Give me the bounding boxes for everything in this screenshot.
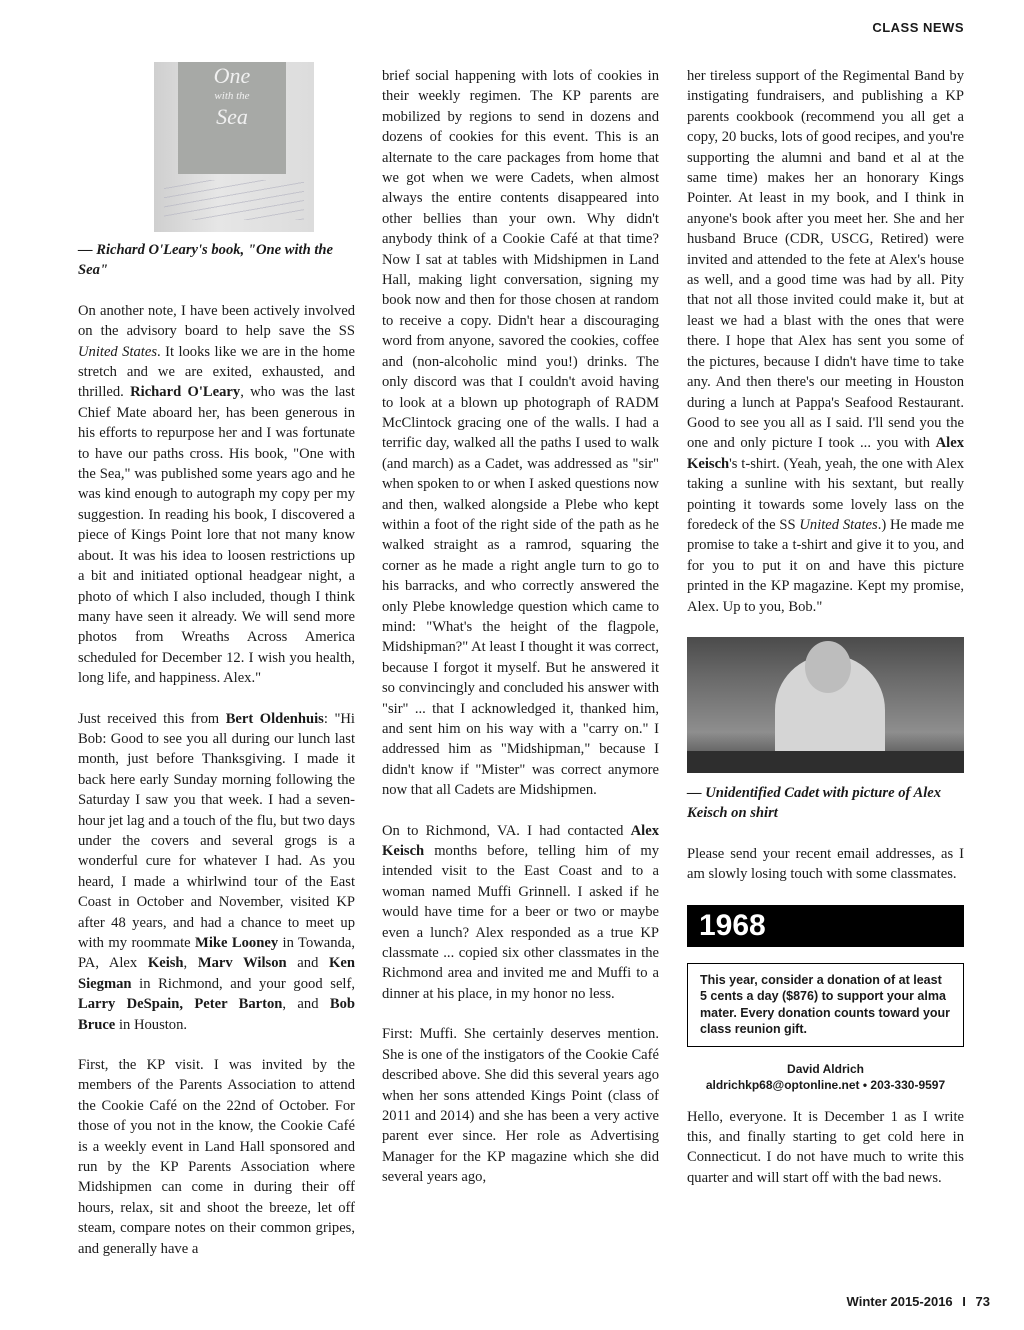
donation-box: This year, consider a donation of at least 5 cents a day ($876) to support your alma mater. Every donation counts toward your class reunion gift. bbox=[687, 963, 964, 1047]
contact-info: aldrichkp68@optonline.net • 203-330-9597 bbox=[705, 1077, 946, 1092]
book-photo bbox=[154, 62, 314, 232]
page-footer bbox=[847, 1294, 990, 1309]
cadet-head bbox=[805, 641, 851, 693]
footer-separator: I bbox=[962, 1294, 966, 1309]
section-header: CLASS NEWS bbox=[872, 20, 964, 35]
cover-title-1: One bbox=[213, 63, 251, 88]
paragraph-cookie-cafe: brief social happening with lots of cookies in their weekly regimen. The KP parents are mobilized by regions to send in dozens and dozens of cookies for this event. This is an alternate to the care packages from home that we got when we were Cadets, when almost always the entire contents disappeared into other bellies than your own. Why didn't anybody think of a Cookie Café at that time? Now I sat at tables with Midshipmen in Land Hall, making light conversation, signing my book now and then for those chosen at random to receive a copy. Didn't hear a discouraging word from anyone, savored the cookies, coffee and (non-alcoholic mind you!) drinks. The only discord was that I couldn't avoid having to look at a blown up photograph of RADM McClintock gracing one of the walls. I had a terrific day, walked all the paths I used to walk (and march) as a Cadet, was addressed as "sir" when spoken to or when I asked questions now and then, walked alongside a Plebe who kept within a foot of the right side of the path as he walked straight as a ramrod, squaring the corner as he made a right angle turn to go to his barracks, and who correctly answered the only Plebe knowledge question which came to mind: "What's the height of the flagpole, Midshipman?" At least I thought it was correct, because I forgot it myself. But he answered it so convincingly and concluded his answer with "sir" ... that I acknowledged it, thanked him, and sent him on his way with a "carry on." I addressed him as "Midshipman," because I didn't know if "Mister" was correct anymore now that all Cadets are Midshipmen. bbox=[382, 68, 659, 799]
book-caption: — Richard O'Leary's book, "One with the Sea" bbox=[78, 242, 333, 279]
class-contact bbox=[687, 1061, 964, 1093]
paragraph-muffi-cont: her tireless support of the Regimental Band by instigating fundraisers, and publishing a KP parents cookbook (recommend you all get a copy, 20 bucks, lots of good recipes, and you're supporting the alumni and band et al at the same time) makes her an honorary Kings Pointer. At least in my book, and I think in anyone's book after you meet her. She and her husband Bruce (CDR, USCG, Retired) were invited and attended to the fete at Alex's house as well, and a good time was had by all. Pity that not all those invited could make it, but at least we had a blast with the ones that were there. I hope that Alex has sent you some of the pictures, because I didn't have time to take any. And then there's our meeting in Houston during a lunch at Pappa's Seafood Restaurant. Good to see you all as I said. I'll send you the one and only picture I took ... you with Alex Keisch's t-shirt. (Yeah, yeah, the one with Alex taking a sunline with his sextant, but really pointing it towards some lovely lass on the foredeck of the SS United States.) He made me promise to take a t-shirt and give it to you, and for you to put it on and have this picture printed in the KP magazine. Kept my promise, Alex. Up to you, Bob." bbox=[687, 68, 964, 615]
column-2 bbox=[382, 66, 659, 1208]
contact-name: David Aldrich bbox=[787, 1061, 864, 1076]
cadet-photo bbox=[687, 637, 964, 773]
paragraph-kp-visit: First, the KP visit. I was invited by the members of the Parents Association to attend the Cookie Café on the 22nd of October. For those of you not in the know, the Cookie Café is a weekly event in Land Hall sponsored and run by the KP Parents Association where Midshipmen can come in during their off hours, relax, sit and shoot the breeze, let off steam, compare notes on their common gripes, and generally have a bbox=[78, 1057, 355, 1257]
cadet-caption: — Unidentified Cadet with picture of Alex Keisch on shirt bbox=[687, 784, 942, 822]
paragraph-richmond: On to Richmond, VA. I had contacted Alex Keisch months before, telling him of my intended visit to the East Coast and to a woman named Muffi Grinnell. I asked if he would have time for a beer or two or maybe even a lunch? Alex responded as a true KP classmate ... copied six other classmates in the Richmond area and invited me and Muffi to a dinner at his place, in my honor no less. bbox=[382, 822, 659, 1002]
class-year-banner: 1968 bbox=[687, 905, 964, 947]
cover-title-3: Sea bbox=[216, 103, 248, 129]
column-1 bbox=[78, 63, 355, 1279]
paragraph-1968-intro: Hello, everyone. It is December 1 as I write this, and finally starting to get cold here in Connecticut. I do not have much to write this quarter and will start off with the bad news. bbox=[687, 1108, 964, 1186]
column-3 bbox=[687, 66, 964, 1208]
cover-title-2: with the bbox=[214, 90, 250, 103]
paragraph-emails: Please send your recent email addresses, as I am slowly losing touch with some classmates. bbox=[687, 845, 964, 883]
issue-label: Winter 2015-2016 bbox=[846, 1294, 953, 1309]
page-number: 73 bbox=[975, 1294, 990, 1309]
paragraph-advisory: On another note, I have been actively involved on the advisory board to help save the SS United States. It looks like we are in the home stretch and we are exited, exhausted, and thrilled. Richard O'Leary, who was the last Chief Mate aboard her, has been generous in his efforts to repurpose her and I was fortunate to have our paths cross. His book, "One with the Sea," was published some years ago and he was kind enough to autograph my copy per my suggestion. In reading his book, I discovered a piece of Kings Point lore that not many know about. It was his idea to loosen restrictions up a bit and initiated optional headgear night, a photo of which I also included, though I think many have seen it already. We will send more photos from Wreaths Across America scheduled for December 12. I wish you health, long life, and happiness. Alex." bbox=[78, 302, 355, 687]
paragraph-muffi: First: Muffi. She certainly deserves mention. She is one of the instigators of the Cookie Café described above. She did this several years ago when her sons attended Kings Point (class of 2011 and 2014) and she has been a very active parent ever since. Her role as Advertising Manager for the KP magazine which she did several years ago, bbox=[382, 1026, 659, 1186]
restaurant-table bbox=[687, 751, 964, 773]
paragraph-oldenhuis: Just received this from Bert Oldenhuis: "Hi Bob: Good to see you all during our lunch last month, just before Thanksgiving. I made it back here early Sunday morning following the Saturday I saw you that week. I had a seven-hour jet lag and a touch of the flu, but two days under the covers and several grogs is a wonderful cure for whatever I had. As you heard, I made a whirlwind tour of the East Coast in October and November, visited KP after 48 years, and had a chance to meet up with my roommate Mike Looney in Towanda, PA, Alex Keish, Marv Wilson and Ken Siegman in Richmond, and your good self, Larry DeSpain, Peter Barton, and Bob Bruce in Houston. bbox=[78, 710, 355, 1033]
book-cover bbox=[178, 62, 286, 174]
autograph-signature bbox=[164, 180, 304, 220]
